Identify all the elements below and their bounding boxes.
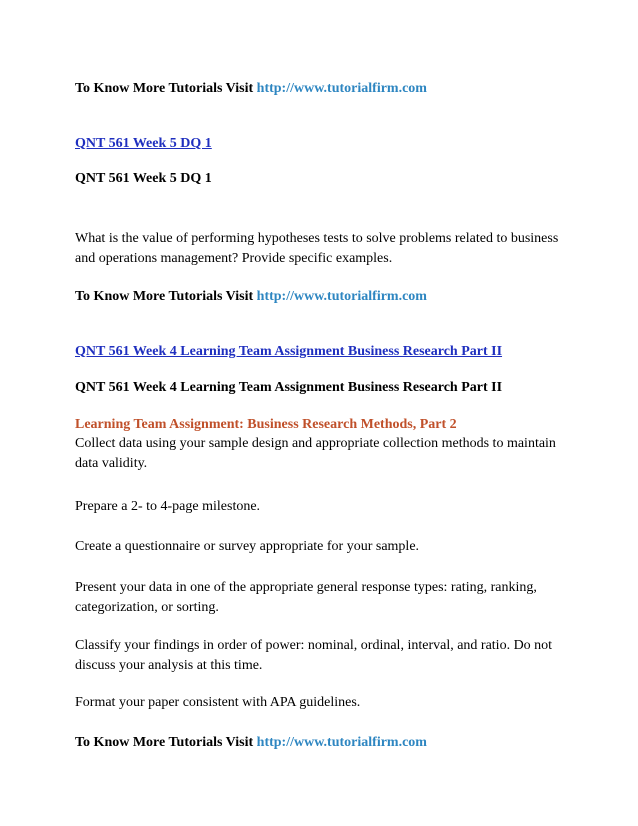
dq-link[interactable]: QNT 561 Week 5 DQ 1 xyxy=(75,136,212,151)
assignment-step: Classify your findings in order of power: nominal, ordinal, interval, and ratio. Do not discuss your analysis at this time. xyxy=(75,638,553,673)
dq-question: What is the value of performing hypotheses tests to solve problems related to business and operations management? Provide specific examples. xyxy=(75,231,559,266)
promo-text: To Know More Tutorials Visit xyxy=(75,81,257,96)
promo-line-1 xyxy=(75,79,575,99)
dq-title: QNT 561 Week 5 DQ 1 xyxy=(75,171,212,186)
assignment-title: QNT 561 Week 4 Learning Team Assignment Business Research Part II xyxy=(75,380,503,395)
assignment-link[interactable]: QNT 561 Week 4 Learning Team Assignment Business Research Part II xyxy=(75,344,503,359)
assignment-heading: Learning Team Assignment: Business Research Methods, Part 2 xyxy=(75,417,457,432)
assignment-step: Format your paper consistent with APA guidelines. xyxy=(75,695,361,710)
assignment-step: Create a questionnaire or survey appropriate for your sample. xyxy=(75,539,420,554)
promo-url-link[interactable]: http://www.tutorialfirm.com xyxy=(256,289,427,304)
promo-line-2 xyxy=(75,287,575,307)
promo-url-link[interactable]: http://www.tutorialfirm.com xyxy=(256,735,427,750)
promo-text: To Know More Tutorials Visit xyxy=(75,735,257,750)
promo-url-link[interactable]: http://www.tutorialfirm.com xyxy=(256,81,427,96)
assignment-intro: Collect data using your sample design and appropriate collection methods to maintain data validity. xyxy=(75,436,556,471)
promo-text: To Know More Tutorials Visit xyxy=(75,289,257,304)
assignment-step: Present your data in one of the appropriate general response types: rating, ranking, categorization, or sorting. xyxy=(75,580,537,615)
assignment-step: Prepare a 2- to 4-page milestone. xyxy=(75,499,261,514)
promo-line-3 xyxy=(75,733,575,753)
